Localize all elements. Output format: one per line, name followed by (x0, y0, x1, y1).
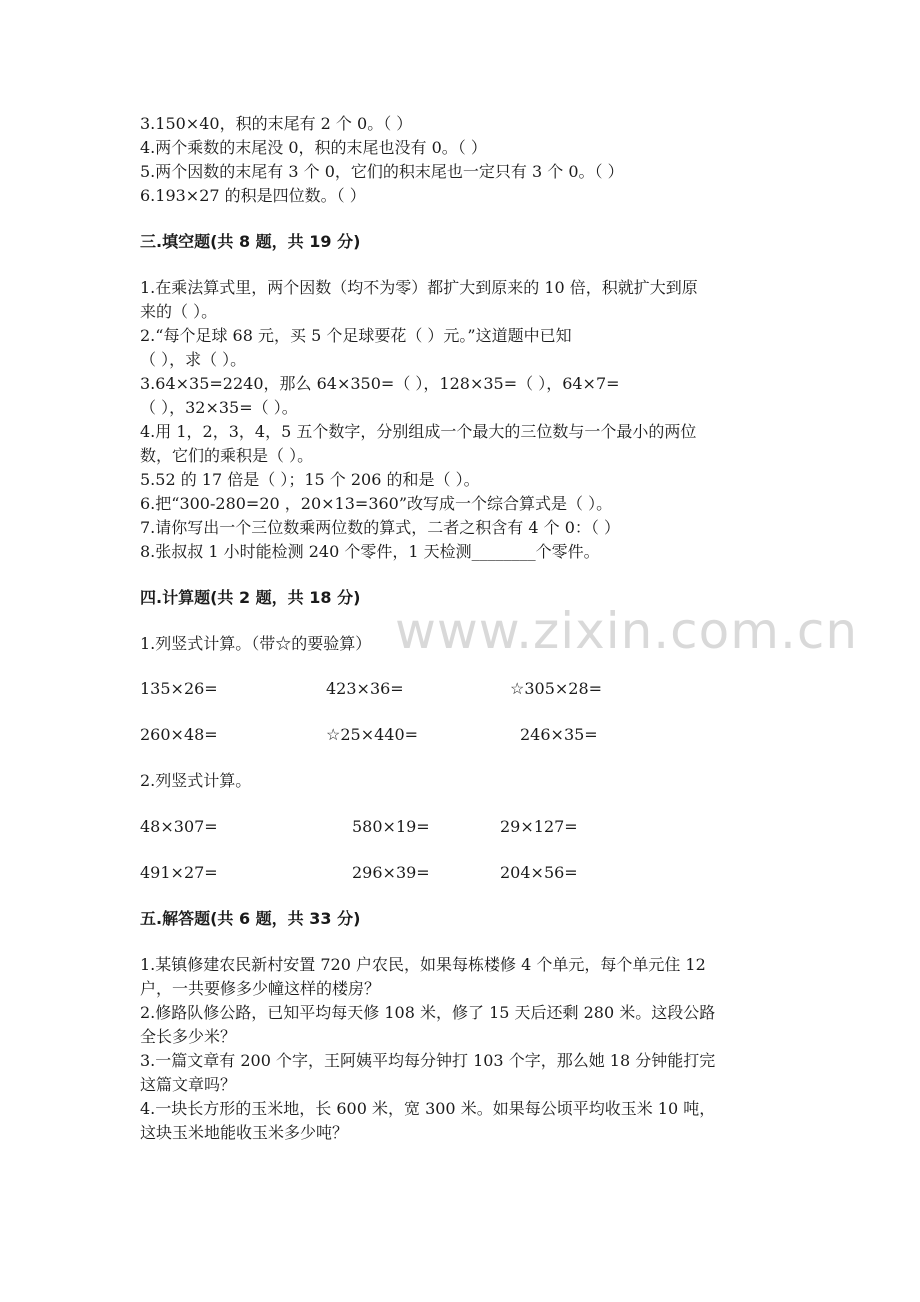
answer-line: 全长多少米？ (140, 1027, 237, 1046)
calc-item: 246×35= (520, 725, 598, 744)
fill-line: 7.请你写出一个三位数乘两位数的算式，二者之积含有 4 个 0：（ ） (140, 518, 620, 537)
section-4-title: 四.计算题(共 2 题，共 18 分) (140, 588, 361, 607)
section-5-title: 五.解答题(共 6 题，共 33 分) (140, 909, 361, 928)
fill-line: 1.在乘法算式里，两个因数（均不为零）都扩大到原来的 10 倍，积就扩大到原 (140, 278, 698, 297)
answer-line: 这篇文章吗？ (140, 1075, 237, 1094)
calc-item: 48×307= (140, 817, 218, 836)
judge-item-3: 3.150×40，积的末尾有 2 个 0。（ ） (140, 114, 413, 133)
fill-line: 4.用 1，2，3，4，5 五个数字，分别组成一个最大的三位数与一个最小的两位 (140, 422, 697, 441)
calc-item: ☆25×440= (326, 725, 419, 744)
calc-item: ☆305×28= (510, 679, 603, 698)
judge-item-4: 4.两个乘数的末尾没 0，积的末尾也没有 0。（ ） (140, 138, 487, 157)
calc-item: 135×26= (140, 679, 218, 698)
calc-item: 29×127= (500, 817, 578, 836)
fill-line: 2.“每个足球 68 元，买 5 个足球要花（ ）元。”这道题中已知 (140, 326, 572, 345)
calc-q2-label: 2.列竖式计算。 (140, 771, 252, 790)
fill-line: 3.64×35=2240，那么 64×350=（ ），128×35=（ ），64×7= (140, 374, 620, 393)
judge-item-6: 6.193×27 的积是四位数。（ ） (140, 186, 366, 205)
fill-line: 8.张叔叔 1 小时能检测 240 个零件，1 天检测________个零件。 (140, 542, 600, 561)
answer-line: 4.一块长方形的玉米地，长 600 米，宽 300 米。如果每公顷平均收玉米 10 吨， (140, 1099, 716, 1118)
fill-line: （ ），求（ ）。 (140, 350, 247, 369)
answer-line: 2.修路队修公路，已知平均每天修 108 米，修了 15 天后还剩 280 米。这段公路 (140, 1003, 716, 1022)
section-3-title: 三.填空题(共 8 题，共 19 分) (140, 232, 361, 251)
watermark: www.zixin.com.cn (395, 602, 859, 660)
answer-line: 户，一共要修多少幢这样的楼房？ (140, 979, 381, 998)
calc-item: 296×39= (352, 863, 430, 882)
fill-line: 数，它们的乘积是（ ）。 (140, 446, 314, 465)
fill-line: 来的（ ）。 (140, 302, 218, 321)
fill-line: 6.把“300-280=20 ，20×13=360”改写成一个综合算式是（ ）。 (140, 494, 613, 513)
calc-item: 260×48= (140, 725, 218, 744)
fill-line: （ ），32×35=（ ）。 (140, 398, 298, 417)
calc-item: 491×27= (140, 863, 218, 882)
calc-q1-label: 1.列竖式计算。（带☆的要验算） (140, 634, 372, 653)
calc-item: 423×36= (326, 679, 404, 698)
calc-item: 204×56= (500, 863, 578, 882)
answer-line: 这块玉米地能收玉米多少吨？ (140, 1123, 349, 1142)
answer-line: 1.某镇修建农民新村安置 720 户农民，如果每栋楼修 4 个单元，每个单元住 12 (140, 955, 706, 974)
answer-line: 3.一篇文章有 200 个字，王阿姨平均每分钟打 103 个字，那么她 18 分钟能打完 (140, 1051, 716, 1070)
calc-item: 580×19= (352, 817, 430, 836)
judge-item-5: 5.两个因数的末尾有 3 个 0，它们的积末尾也一定只有 3 个 0。（ ） (140, 162, 624, 181)
fill-line: 5.52 的 17 倍是（ ）；15 个 206 的和是（ ）。 (140, 470, 480, 489)
